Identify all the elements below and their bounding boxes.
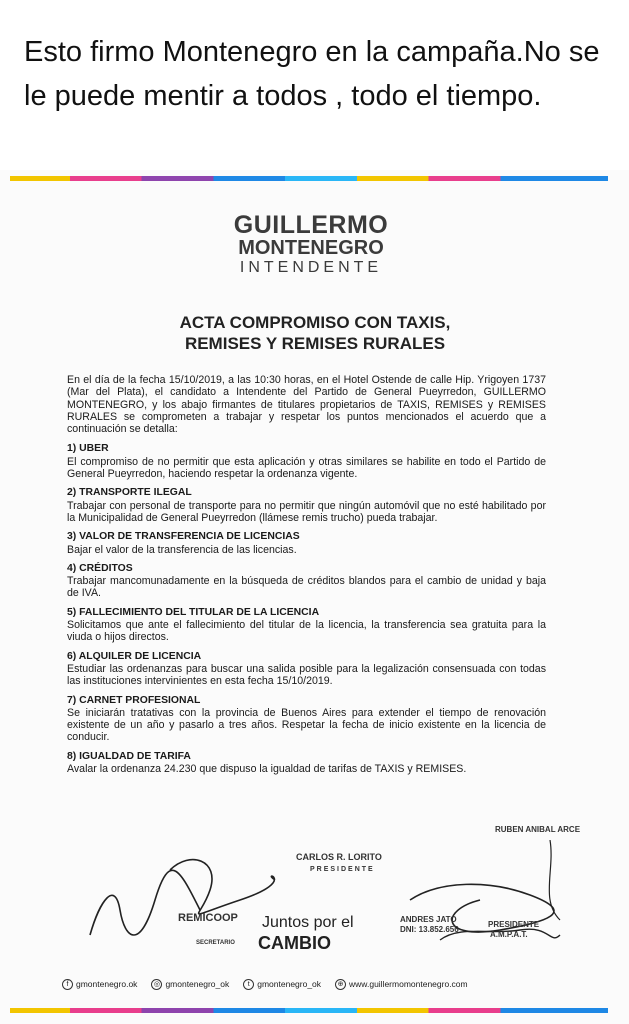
section-2 [67, 487, 546, 524]
stamp-ampat: A.M.P.A.T. [490, 930, 528, 939]
stamp-presidente: PRESIDENTE [488, 920, 540, 929]
section-text: Solicitamos que ante el fallecimiento del titular de la licencia, la transferencia sea gratuita para la viuda o hijos directos. [67, 619, 546, 644]
social-footer [62, 975, 562, 993]
signature-5 [549, 840, 560, 920]
stamp-lorito-role: PRESIDENTE [310, 866, 375, 873]
coalition-line-1: Juntos por el [262, 914, 354, 931]
footer-item [62, 979, 137, 990]
section-heading: 2) TRANSPORTE ILEGAL [67, 487, 192, 499]
document-body [67, 374, 546, 782]
section-text: Estudiar las ordenanzas para buscar una salida posible para la legalización consensuada con todas las instituciones intervinientes en esta fecha 15/10/2019. [67, 662, 546, 688]
section-text: Bajar el valor de la transferencia de las licencias. [67, 543, 297, 556]
stamp-lorito: CARLOS R. LORITO [296, 852, 382, 862]
section-text: Trabajar con personal de transporte para no permitir que ningún automóvil que no esté habilitado por la Municipalidad de General Pueyrredon (llámese remis trucho) pueda trabajar. [67, 499, 546, 524]
title-line-2: REMISES Y REMISES RURALES [184, 334, 446, 353]
section-7 [67, 695, 546, 744]
section-5 [67, 607, 546, 644]
sections-list [67, 443, 546, 775]
section-text: Trabajar mancomunadamente en la búsqueda de créditos blandos para el cambio de unidad y baja de IVA. [67, 575, 546, 600]
top-color-stripe [10, 176, 608, 181]
section-text: Avalar la ordenanza 24.230 que dispuso la igualdad de tarifas de TAXIS y REMISES. [67, 763, 467, 776]
globe-icon: ⊕ [335, 979, 346, 990]
section-heading: 7) CARNET PROFESIONAL [67, 694, 201, 706]
section-heading: 5) FALLECIMIENTO DEL TITULAR DE LA LICENCIA [67, 606, 320, 618]
section-heading: 6) ALQUILER DE LICENCIA [67, 650, 202, 662]
intro-paragraph: En el día de la fecha 15/10/2019, a las 10:30 horas, en el Hotel Ostende de calle Hip. Yrigoyen 1737 (Mar del Plata), el candidato a Intendente del Partido de General Pueyrredon, GUILLERMO MONTENEGRO, y los abajo firmantes de titulares propietarios de TAXIS, REMISES y REMISES RURALES se comprometen a trabajar y respetar los puntos mencionados el acuerdo que a continuación se detalla: [67, 374, 546, 436]
section-heading: 4) CRÉDITOS [67, 562, 133, 574]
stamp-secretario: SECRETARIO [196, 940, 235, 946]
document-title [60, 312, 570, 354]
section-heading: 1) UBER [67, 443, 109, 455]
footer-item [151, 979, 229, 990]
signature-2 [170, 860, 275, 914]
section-6 [67, 651, 546, 688]
stamp-arce: RUBEN ANIBAL ARCE [495, 825, 581, 834]
section-8 [67, 751, 546, 776]
signature-1 [90, 870, 200, 935]
twitter-icon: t [243, 979, 254, 990]
bottom-color-stripe [10, 1008, 608, 1013]
footer-label: gmontenegro_ok [257, 979, 322, 989]
footer-label: gmontenegro.ok [76, 979, 138, 989]
footer-label: www.guillermomontenegro.com [349, 979, 468, 989]
post-caption: Esto firmo Montenegro en la campaña.No se le puede mentir a todos , todo el tiempo. [24, 36, 600, 112]
candidate-logo [226, 212, 396, 278]
instagram-icon: ◎ [151, 979, 162, 990]
section-1 [67, 443, 546, 480]
section-3 [67, 531, 546, 556]
stamp-remicoop: REMICOOP [178, 912, 238, 924]
stamp-jato-dni: DNI: 13.852.656 [400, 925, 459, 934]
stamp-jato: ANDRES JATO [400, 915, 457, 924]
footer-item [335, 979, 468, 990]
section-4 [67, 563, 546, 600]
section-heading: 3) VALOR DE TRANSFERENCIA DE LICENCIAS [67, 531, 300, 543]
logo-line-3: INTENDENTE [239, 259, 383, 276]
section-text: El compromiso de no permitir que esta aplicación y otras similares se habilite en todo el Partido de General Pueyrredon, haciendo respetar la ordenanza vigente. [67, 455, 546, 481]
section-heading: 8) IGUALDAD DE TARIFA [67, 750, 191, 762]
footer-item [243, 979, 321, 990]
coalition-line-2: CAMBIO [258, 933, 331, 953]
section-text: Se iniciarán tratativas con la provincia de Buenos Aires para extender el tiempo de renovación existente de un año y pasarlo a tres años. Respetar la fecha de inicio existente en la licencia de conducir. [67, 706, 546, 744]
logo-line-2: MONTENEGRO [238, 237, 384, 259]
footer-label: gmontenegro_ok [165, 979, 230, 989]
title-line-1: ACTA COMPROMISO CON TAXIS, [179, 313, 451, 332]
facebook-icon: f [62, 979, 73, 990]
logo-line-1: GUILLERMO [233, 211, 389, 239]
